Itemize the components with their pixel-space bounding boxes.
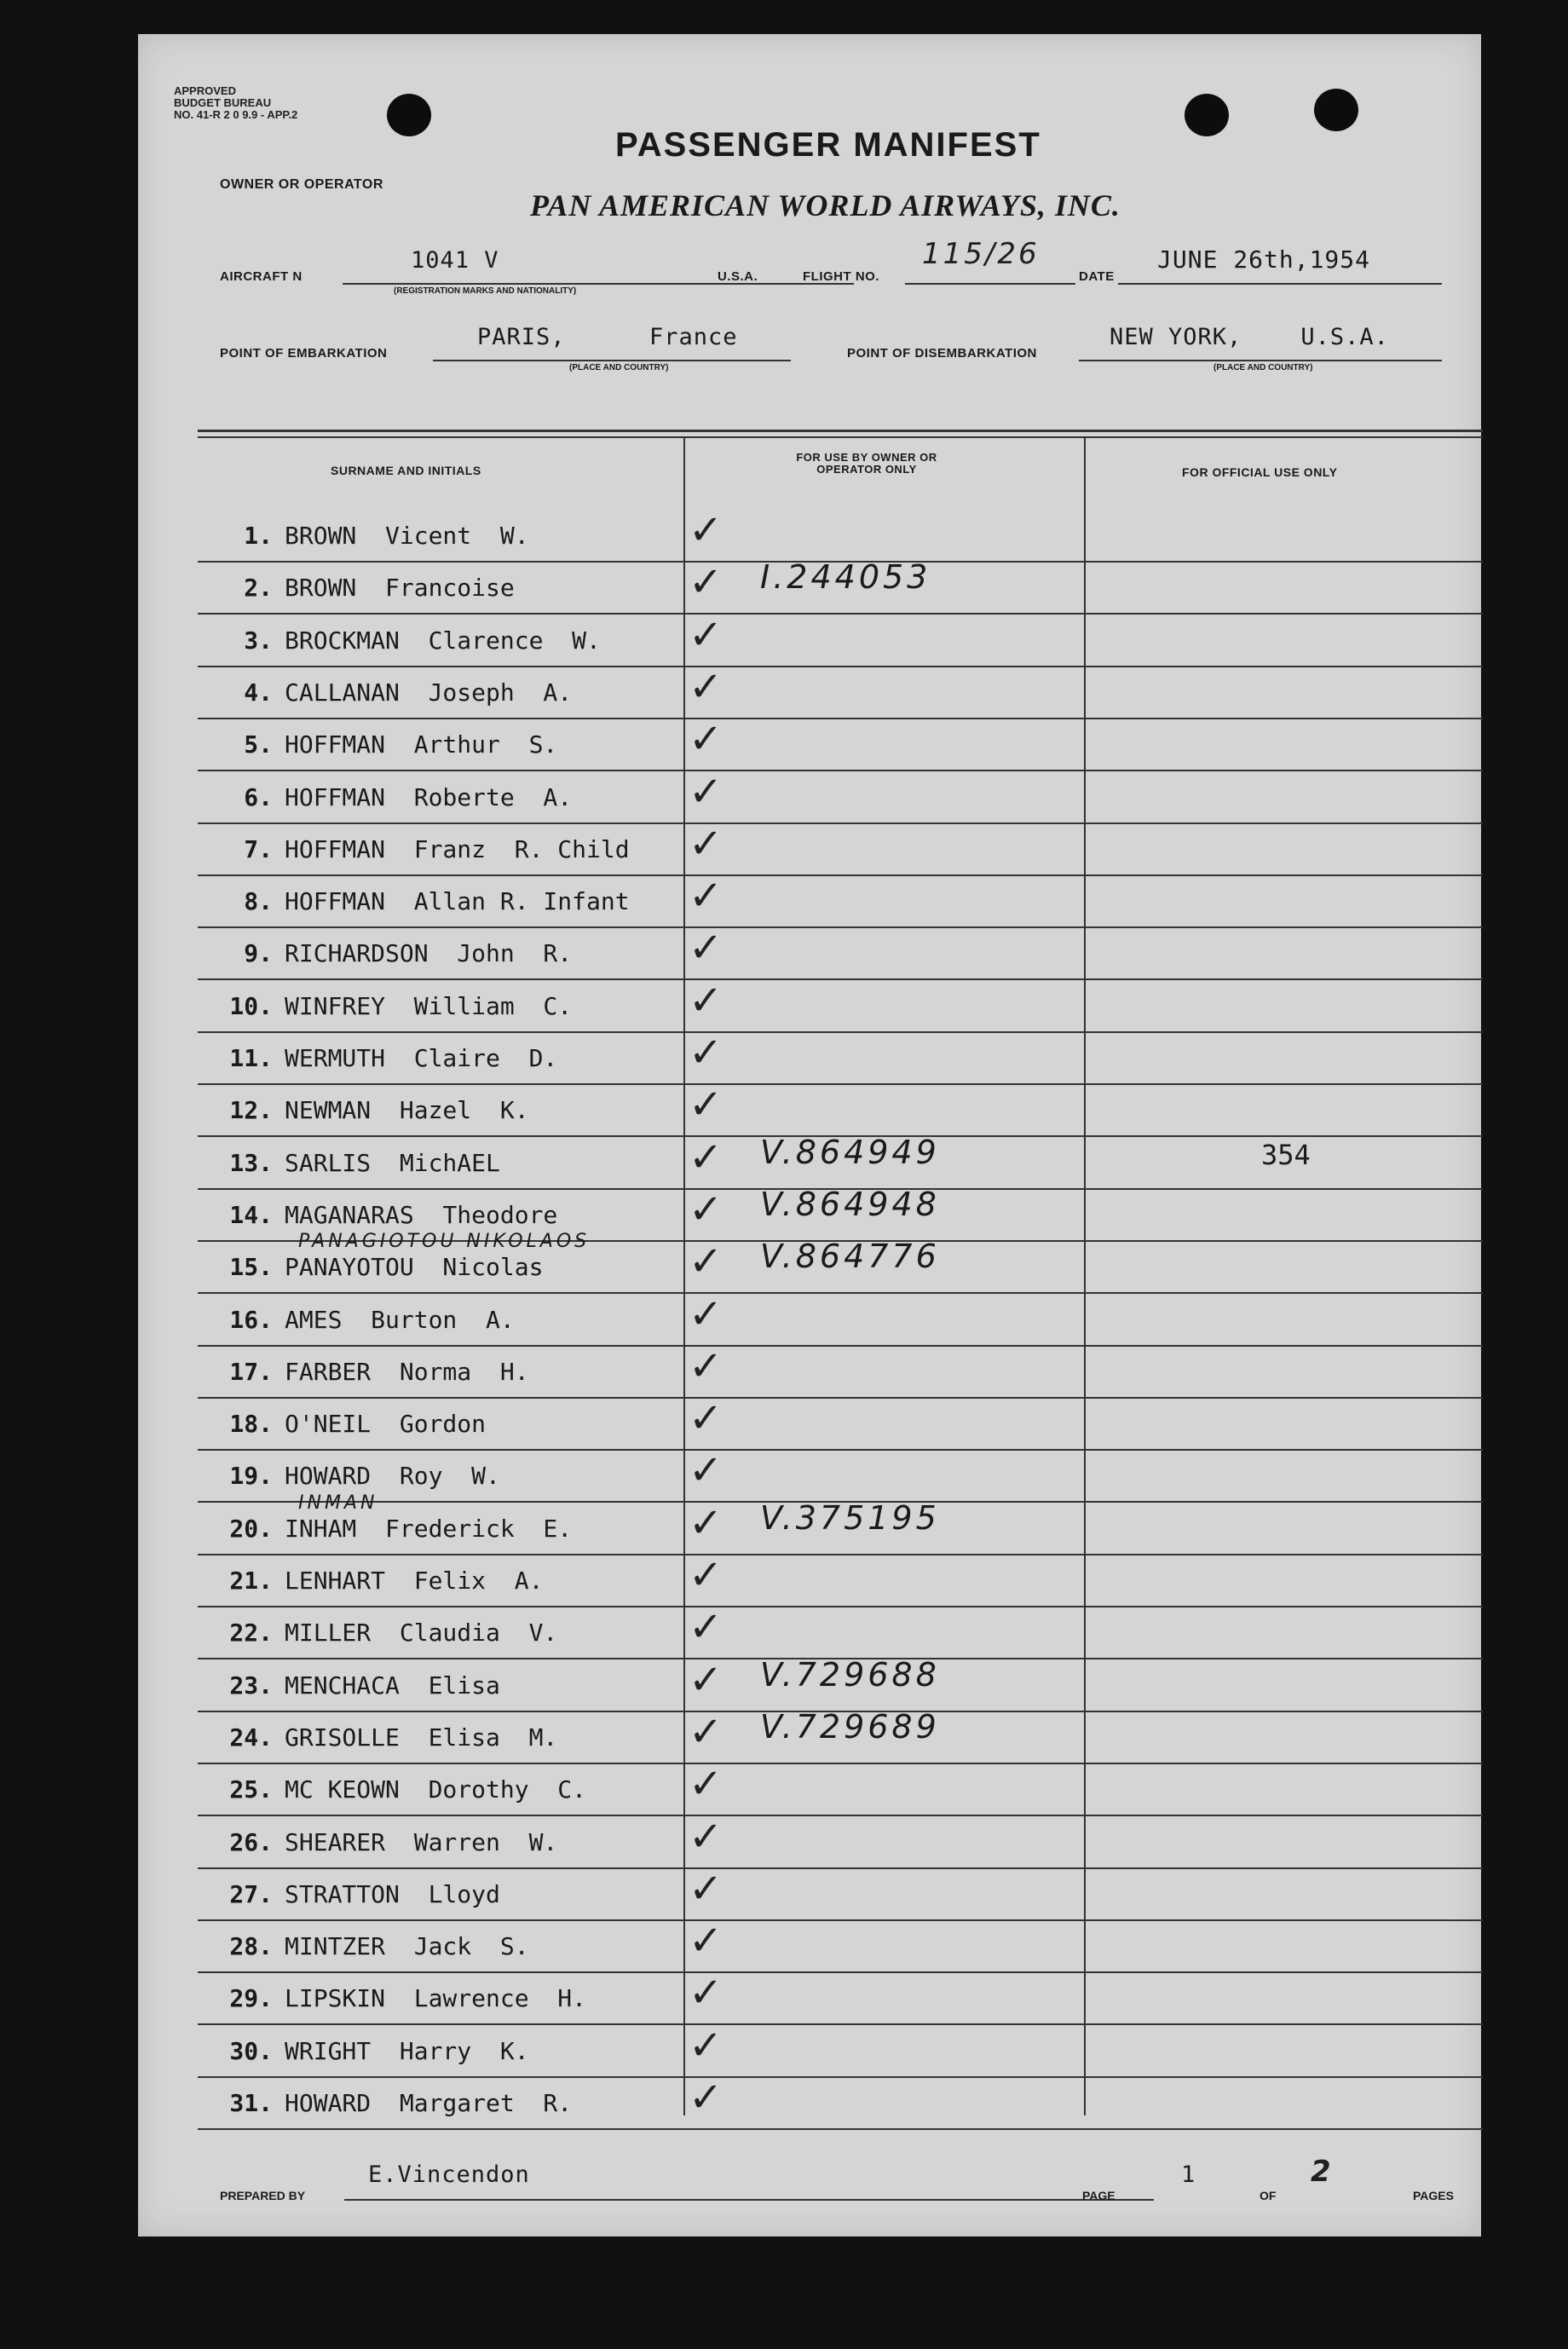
passenger-name: HOWARD Margaret R.	[285, 2089, 573, 2117]
passenger-name: HOWARD Roy W.	[285, 1462, 500, 1491]
row-rule	[198, 926, 1483, 928]
row-rule	[198, 978, 1483, 980]
table-top-rule	[198, 430, 1483, 432]
passenger-name: FARBER Norma H.	[285, 1357, 529, 1386]
row-rule	[198, 1397, 1483, 1399]
passport-number: V.864948	[760, 1185, 940, 1223]
passenger-name: PANAYOTOU Nicolas	[285, 1253, 544, 1282]
row-number: 5.	[244, 730, 273, 759]
row-number: 12.	[229, 1096, 273, 1125]
embarkation-sublabel: (PLACE AND COUNTRY)	[569, 363, 669, 372]
row-rule	[198, 2023, 1483, 2025]
passport-number: I.244053	[760, 558, 931, 597]
usa-label: U.S.A.	[718, 269, 758, 284]
check-mark-icon: ✓	[689, 1760, 723, 1809]
check-mark-icon: ✓	[689, 976, 723, 1024]
check-mark-icon: ✓	[689, 1969, 723, 2017]
row-rule	[198, 1919, 1483, 1921]
row-rule	[198, 770, 1483, 771]
row-number: 3.	[244, 626, 273, 655]
check-mark-icon: ✓	[689, 1342, 723, 1390]
handwritten-correction: INMAN	[298, 1492, 378, 1514]
row-number: 20.	[229, 1514, 273, 1543]
row-number: 19.	[229, 1462, 273, 1491]
row-number: 6.	[244, 782, 273, 811]
passenger-name: HOFFMAN Allan R. Infant	[285, 887, 630, 916]
passport-number: V.864949	[760, 1133, 940, 1171]
punch-hole-left	[387, 94, 431, 136]
embarkation-underline	[433, 360, 791, 361]
row-rule	[198, 1606, 1483, 1607]
prepared-underline	[344, 2199, 1154, 2201]
row-number: 24.	[229, 1723, 273, 1752]
table-top-rule-2	[198, 436, 1483, 438]
prepared-by-value: E.Vincendon	[368, 2161, 530, 2188]
row-rule	[198, 1031, 1483, 1033]
check-mark-icon: ✓	[689, 662, 723, 711]
passenger-name: BROCKMAN Clarence W.	[285, 626, 601, 655]
row-number: 22.	[229, 1619, 273, 1648]
check-mark-icon: ✓	[689, 1864, 723, 1913]
disembarkation-underline	[1079, 360, 1442, 361]
row-number: 11.	[229, 1044, 273, 1072]
punch-hole-right	[1314, 89, 1358, 131]
check-mark-icon: ✓	[689, 1551, 723, 1599]
check-mark-icon: ✓	[689, 1707, 723, 1756]
passenger-name: WINFREY William C.	[285, 991, 573, 1020]
check-mark-icon: ✓	[689, 558, 723, 607]
page-title: PASSENGER MANIFEST	[615, 126, 1041, 164]
passenger-name: HOFFMAN Franz R. Child	[285, 834, 630, 863]
passenger-name: NEWMAN Hazel K.	[285, 1096, 529, 1125]
row-rule	[198, 1345, 1483, 1347]
date-underline	[1118, 283, 1442, 285]
row-number: 2.	[244, 574, 273, 603]
row-rule	[198, 2076, 1483, 2078]
check-mark-icon: ✓	[689, 1917, 723, 1965]
row-number: 1.	[244, 522, 273, 550]
row-rule	[198, 1971, 1483, 1973]
page-value: 1	[1181, 2161, 1196, 2188]
row-number: 13.	[229, 1148, 273, 1177]
row-number: 14.	[229, 1200, 273, 1229]
check-mark-icon: ✓	[689, 767, 723, 816]
passenger-name: WERMUTH Claire D.	[285, 1044, 558, 1072]
row-number: 10.	[229, 991, 273, 1020]
check-mark-icon: ✓	[689, 1238, 723, 1286]
passenger-name: AMES Burton A.	[285, 1305, 515, 1334]
row-rule	[198, 1449, 1483, 1451]
passport-number: V.375195	[760, 1498, 940, 1537]
punch-hole-mid	[1185, 94, 1229, 136]
check-mark-icon: ✓	[689, 2021, 723, 2069]
check-mark-icon: ✓	[689, 2074, 723, 2121]
passenger-name: WRIGHT Harry K.	[285, 2036, 529, 2065]
row-rule	[198, 613, 1483, 615]
passport-number: V.729689	[760, 1707, 940, 1746]
embarkation-label: POINT OF EMBARKATION	[220, 346, 388, 361]
passenger-name: LIPSKIN Lawrence H.	[285, 1984, 587, 2013]
check-mark-icon: ✓	[689, 1029, 723, 1076]
col-header-official: FOR OFFICIAL USE ONLY	[1182, 465, 1338, 479]
row-rule	[198, 1867, 1483, 1869]
check-mark-icon: ✓	[689, 872, 723, 921]
handwritten-correction: PANAGIOTOU NIKOLAOS	[298, 1231, 591, 1253]
flight-label: FLIGHT NO.	[803, 269, 879, 284]
passenger-name: GRISOLLE Elisa M.	[285, 1723, 558, 1752]
col-divider-2	[1084, 436, 1086, 2115]
row-number: 15.	[229, 1253, 273, 1282]
check-mark-icon: ✓	[689, 924, 723, 972]
embarkation-city: PARIS,	[477, 324, 566, 350]
row-number: 18.	[229, 1410, 273, 1439]
passenger-name: MILLER Claudia V.	[285, 1619, 558, 1648]
passenger-name: LENHART Felix A.	[285, 1567, 544, 1595]
approved-line: BUDGET BUREAU	[174, 96, 272, 109]
row-number: 9.	[244, 939, 273, 968]
row-rule	[198, 1292, 1483, 1294]
row-number: 26.	[229, 1827, 273, 1856]
passenger-name: MINTZER Jack S.	[285, 1932, 529, 1961]
passport-number: V.864776	[760, 1238, 940, 1276]
check-mark-icon: ✓	[689, 1446, 723, 1495]
page-label: PAGE	[1082, 2189, 1115, 2202]
check-mark-icon: ✓	[689, 506, 723, 554]
row-number: 23.	[229, 1671, 273, 1700]
passenger-name: STRATTON Lloyd	[285, 1879, 500, 1908]
check-mark-icon: ✓	[689, 1394, 723, 1443]
row-number: 8.	[244, 887, 273, 916]
row-rule	[198, 822, 1483, 824]
aircraft-label: AIRCRAFT N	[220, 269, 303, 284]
date-label: DATE	[1079, 269, 1115, 284]
prepared-by-label: PREPARED BY	[220, 2189, 306, 2202]
passenger-name: SHEARER Warren W.	[285, 1827, 558, 1856]
aircraft-value: 1041 V	[411, 247, 499, 274]
approval-stamp	[174, 85, 302, 121]
row-number: 17.	[229, 1357, 273, 1386]
row-rule	[198, 718, 1483, 719]
flight-value: 115/26	[922, 237, 1040, 271]
flight-underline	[905, 283, 1075, 285]
row-number: 7.	[244, 834, 273, 863]
check-mark-icon: ✓	[689, 819, 723, 868]
passenger-name: SARLIS MichAEL	[285, 1148, 500, 1177]
row-number: 21.	[229, 1567, 273, 1595]
disembarkation-value: NEW YORK, U.S.A.	[1110, 324, 1389, 350]
check-mark-icon: ✓	[689, 1185, 723, 1233]
approved-line: NO. 41-R 2 0 9.9 - APP.2	[174, 108, 298, 121]
row-rule	[198, 874, 1483, 876]
check-mark-icon: ✓	[689, 715, 723, 764]
embarkation-country: France	[649, 324, 738, 350]
aircraft-underline	[343, 283, 854, 285]
passenger-name: RICHARDSON John R.	[285, 939, 573, 968]
row-rule	[198, 666, 1483, 667]
col-divider-1	[683, 436, 685, 2115]
row-rule	[198, 1763, 1483, 1764]
passenger-name: MENCHACA Elisa	[285, 1671, 500, 1700]
check-mark-icon: ✓	[689, 1081, 723, 1129]
passport-number: V.729688	[760, 1655, 940, 1694]
passenger-name: HOFFMAN Roberte A.	[285, 782, 573, 811]
passenger-name: MC KEOWN Dorothy C.	[285, 1775, 587, 1804]
passenger-name: BROWN Francoise	[285, 574, 515, 603]
check-mark-icon: ✓	[689, 1133, 723, 1181]
row-number: 4.	[244, 678, 273, 707]
of-value: 2	[1311, 2155, 1334, 2189]
passenger-name: INHAM Frederick E.	[285, 1514, 573, 1543]
official-number: 354	[1261, 1138, 1311, 1171]
date-value: JUNE 26th,1954	[1157, 245, 1371, 274]
row-number: 27.	[229, 1879, 273, 1908]
manifest-page	[138, 34, 1481, 2236]
company-name: PAN AMERICAN WORLD AIRWAYS, INC.	[530, 188, 1121, 222]
approved-line: APPROVED	[174, 84, 236, 97]
check-mark-icon: ✓	[689, 1290, 723, 1338]
check-mark-icon: ✓	[689, 1655, 723, 1704]
row-number: 25.	[229, 1775, 273, 1804]
of-label: OF	[1260, 2189, 1277, 2202]
row-rule	[198, 2128, 1483, 2130]
pages-label: PAGES	[1413, 2189, 1454, 2202]
col-header-owner: FOR USE BY OWNER OR OPERATOR ONLY	[796, 451, 937, 476]
passenger-name: CALLANAN Joseph A.	[285, 678, 573, 707]
row-number: 28.	[229, 1932, 273, 1961]
passenger-name: MAGANARAS Theodore	[285, 1200, 558, 1229]
check-mark-icon: ✓	[689, 1498, 723, 1547]
registration-sublabel: (REGISTRATION MARKS AND NATIONALITY)	[394, 286, 577, 296]
disembarkation-sublabel: (PLACE AND COUNTRY)	[1213, 363, 1313, 372]
disembarkation-label: POINT OF DISEMBARKATION	[847, 346, 1037, 361]
row-number: 31.	[229, 2089, 273, 2117]
owner-label: OWNER OR OPERATOR	[220, 177, 383, 192]
row-rule	[198, 1083, 1483, 1085]
row-number: 16.	[229, 1305, 273, 1334]
row-rule	[198, 1554, 1483, 1555]
check-mark-icon: ✓	[689, 1812, 723, 1861]
row-rule	[198, 1815, 1483, 1816]
col-header-names: SURNAME AND INITIALS	[331, 464, 481, 477]
passenger-name: O'NEIL Gordon	[285, 1410, 487, 1439]
row-number: 30.	[229, 2036, 273, 2065]
passenger-name: HOFFMAN Arthur S.	[285, 730, 558, 759]
check-mark-icon: ✓	[689, 1603, 723, 1652]
check-mark-icon: ✓	[689, 610, 723, 659]
passenger-name: BROWN Vicent W.	[285, 522, 529, 550]
row-number: 29.	[229, 1984, 273, 2013]
